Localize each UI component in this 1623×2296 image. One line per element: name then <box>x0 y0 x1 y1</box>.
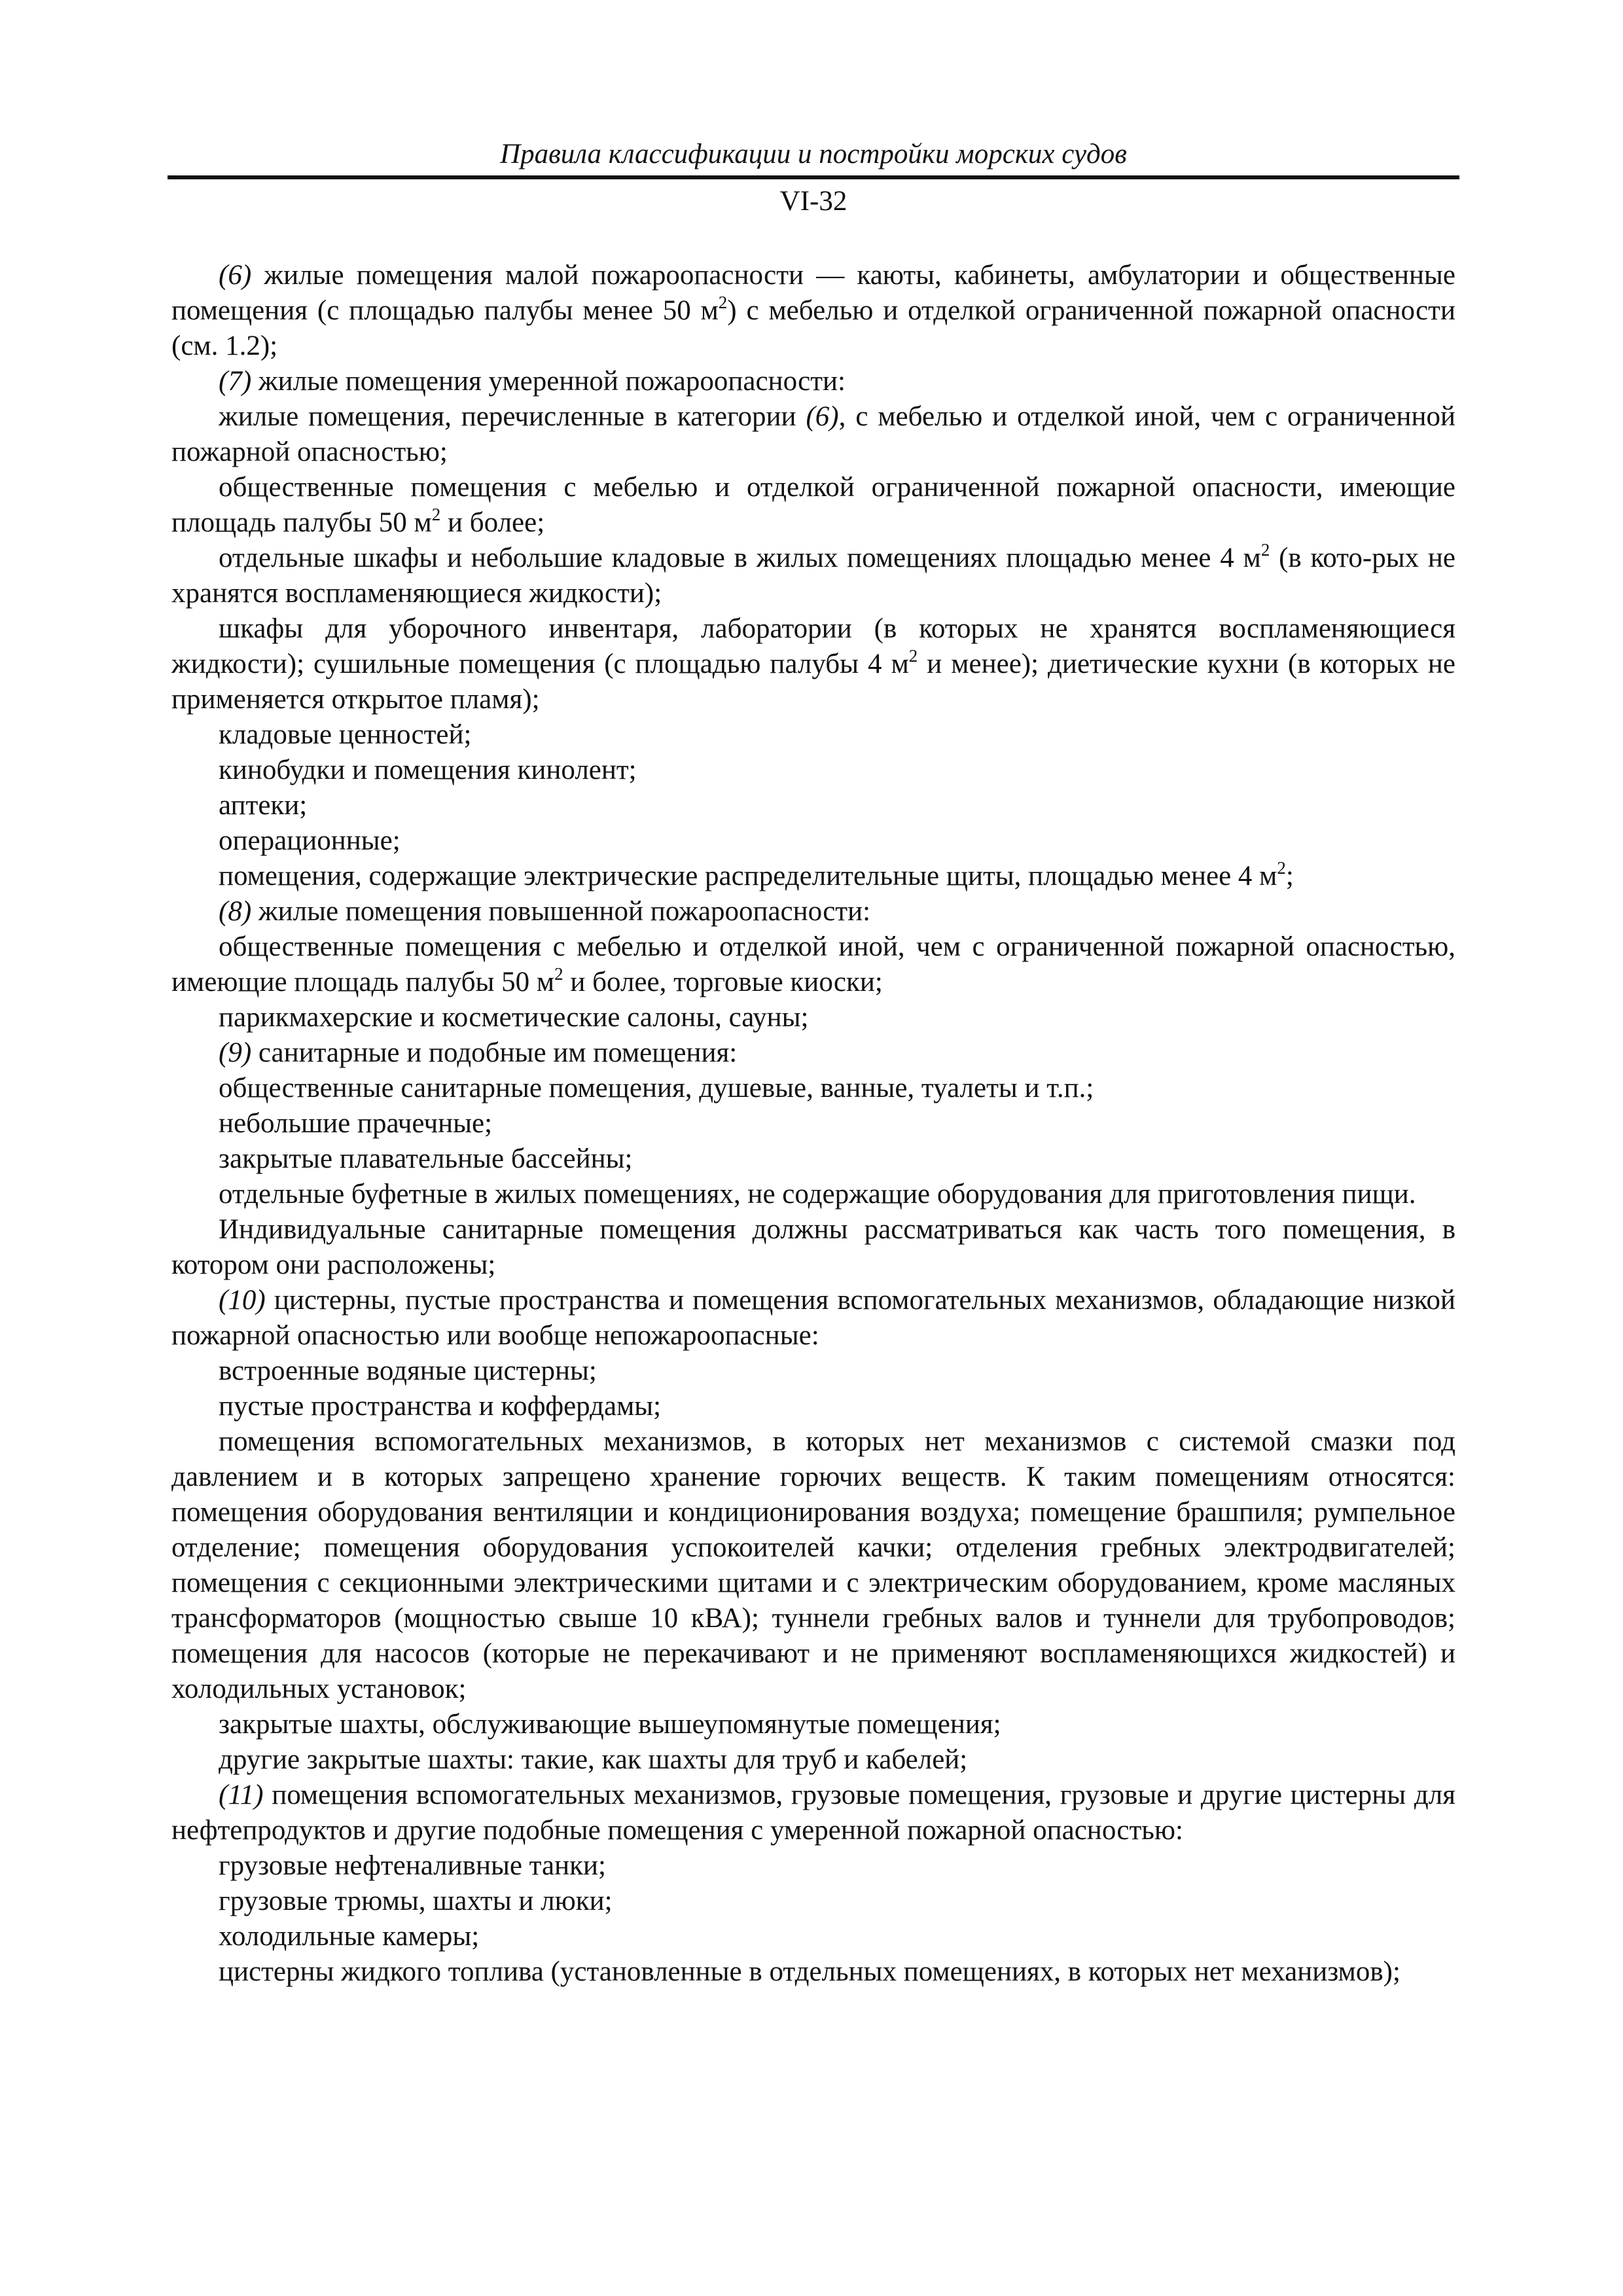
running-header-title: Правила классификации и постройки морских судов <box>500 139 1127 170</box>
text-run: небольшие прачечные; <box>219 1108 493 1139</box>
text-run: парикмахерские и косметические салоны, сауны; <box>219 1002 809 1033</box>
superscript: 2 <box>1277 858 1286 878</box>
paragraph <box>171 859 1455 894</box>
paragraph <box>171 1283 1455 1354</box>
paragraph <box>171 611 1455 717</box>
paragraph <box>171 470 1455 541</box>
text-run: и более, торговые киоски; <box>563 967 883 997</box>
text-run: кладовые ценностей; <box>219 719 472 750</box>
paragraph <box>171 258 1455 364</box>
superscript: 2 <box>554 964 563 984</box>
item-marker: (10) <box>219 1285 266 1316</box>
paragraph <box>171 1071 1455 1106</box>
paragraph <box>171 1212 1455 1283</box>
paragraph <box>171 1354 1455 1389</box>
paragraph <box>171 1848 1455 1884</box>
body-text <box>171 258 1455 1990</box>
item-marker: (6) <box>219 260 252 291</box>
paragraph <box>171 1742 1455 1778</box>
item-marker: (11) <box>219 1780 264 1810</box>
item-marker: (7) <box>219 366 252 397</box>
text-run: общественные санитарные помещения, душевые, ванные, туалеты и т.п.; <box>219 1073 1094 1103</box>
text-run: шкафы для уборочного инвентаря, лаборатории (в которых не хранятся воспламеняющиеся жидкости); сушильные помещения (с площадью палубы 4 м <box>171 613 1455 679</box>
paragraph <box>171 1919 1455 1954</box>
text-run: другие закрытые шахты: такие, как шахты для труб и кабелей; <box>219 1744 968 1775</box>
text-run: помещения вспомогательных механизмов, в которых нет механизмов с системой смазки под давлением и в которых запрещено хранение горючих веществ. К таким помещениям относятся: помещения оборудования вентиляции и кондиционирования воздуха; помещение брашпиля; румпельное отделение; помещения оборудования успокоителей качки; отделения гребных электродвигателей; помещения с секционными электрическими щитами и с электрическим оборудованием, кроме масляных трансформаторов (мощностью свыше 10 кВА); туннели гребных валов и туннели для трубопроводов; помещения для насосов (которые не перекачивают и не применяют воспламеняющихся жидкостей) и холодильных установок; <box>171 1426 1455 1704</box>
paragraph <box>171 1424 1455 1707</box>
text-run: операционные; <box>219 825 401 856</box>
text-run: грузовые трюмы, шахты и люки; <box>219 1886 613 1916</box>
text-run: (в кото-рых не хранятся воспламеняющиеся жидкости); <box>171 543 1456 609</box>
text-run: санитарные и подобные им помещения: <box>251 1037 738 1068</box>
paragraph <box>171 753 1455 788</box>
page-number: VI-32 <box>779 186 847 217</box>
superscript: 2 <box>431 505 441 524</box>
paragraph <box>171 1177 1455 1212</box>
paragraph <box>171 1707 1455 1742</box>
text-run: отдельные буфетные в жилых помещениях, не содержащие оборудования для приготовления пищи. <box>219 1179 1416 1210</box>
text-run: помещения, содержащие электрические распределительные щиты, площадью менее 4 м <box>219 861 1277 891</box>
paragraph <box>171 894 1455 929</box>
paragraph <box>171 1000 1455 1035</box>
superscript: 2 <box>1260 540 1270 560</box>
text-run: Индивидуальные санитарные помещения должны рассматриваться как часть того помещения, в котором они расположены; <box>171 1214 1455 1280</box>
paragraph <box>171 399 1455 470</box>
text-run: и более; <box>440 507 545 538</box>
paragraph <box>171 1884 1455 1919</box>
text-run: цистерны жидкого топлива (установленные в отдельных помещениях, в которых нет механизмов); <box>219 1956 1400 1987</box>
paragraph <box>171 929 1455 1000</box>
text-run: жилые помещения, перечисленные в категории <box>219 401 806 432</box>
text-run: жилые помещения умеренной пожароопасности: <box>251 366 846 397</box>
text-run: пустые пространства и коффердамы; <box>219 1391 662 1422</box>
text-run: общественные помещения с мебелью и отделкой ограниченной пожарной опасности, имеющие площадь палубы 50 м <box>171 472 1455 538</box>
paragraph <box>171 1778 1455 1848</box>
text-run: аптеки; <box>219 790 308 821</box>
text-run: закрытые шахты, обслуживающие вышеупомянутые помещения; <box>219 1709 1001 1740</box>
item-marker: (9) <box>219 1037 252 1068</box>
text-run: жилые помещения малой пожароопасности — каюты, кабинеты, амбулатории и общественные помещения (с площадью палубы менее 50 м <box>171 260 1455 326</box>
superscript: 2 <box>908 646 918 666</box>
header-rule <box>168 175 1459 179</box>
paragraph <box>171 364 1455 399</box>
superscript: 2 <box>718 293 728 312</box>
text-run: общественные помещения с мебелью и отделкой иной, чем с ограниченной пожарной опасностью, имеющие площадь палубы 50 м <box>171 931 1455 997</box>
item-marker: (8) <box>219 896 252 927</box>
text-run: отдельные шкафы и небольшие кладовые в жилых помещениях площадью менее 4 м <box>219 543 1261 573</box>
paragraph <box>171 717 1455 753</box>
text-run: помещения вспомогательных механизмов, грузовые помещения, грузовые и другие цистерны для нефтепродуктов и другие подобные помещения с умеренной пожарной опасностью: <box>171 1780 1455 1846</box>
text-run: , с мебелью и отделкой иной, чем с ограниченной пожарной опасностью; <box>171 401 1455 467</box>
text-run: кинобудки и помещения кинолент; <box>219 755 637 785</box>
paragraph <box>171 541 1455 611</box>
paragraph <box>171 1954 1455 1990</box>
text-run: встроенные водяные цистерны; <box>219 1355 597 1386</box>
paragraph <box>171 788 1455 823</box>
paragraph <box>171 1141 1455 1177</box>
text-run: грузовые нефтеналивные танки; <box>219 1850 606 1881</box>
text-run: закрытые плавательные бассейны; <box>219 1143 633 1174</box>
text-run: холодильные камеры; <box>219 1921 480 1952</box>
text-run: и менее); диетические кухни (в которых не применяется открытое пламя); <box>171 649 1455 715</box>
text-run: ) с мебелью и отделкой ограниченной пожарной опасности (см. 1.2); <box>171 295 1455 361</box>
paragraph <box>171 823 1455 859</box>
item-marker: (6) <box>806 401 839 432</box>
paragraph <box>171 1035 1455 1071</box>
text-run: жилые помещения повышенной пожароопасности: <box>251 896 871 927</box>
text-run: цистерны, пустые пространства и помещения вспомогательных механизмов, обладающие низкой пожарной опасностью или вообще непожароопасные: <box>171 1285 1455 1351</box>
paragraph <box>171 1106 1455 1141</box>
text-run: ; <box>1285 861 1294 891</box>
paragraph <box>171 1389 1455 1424</box>
